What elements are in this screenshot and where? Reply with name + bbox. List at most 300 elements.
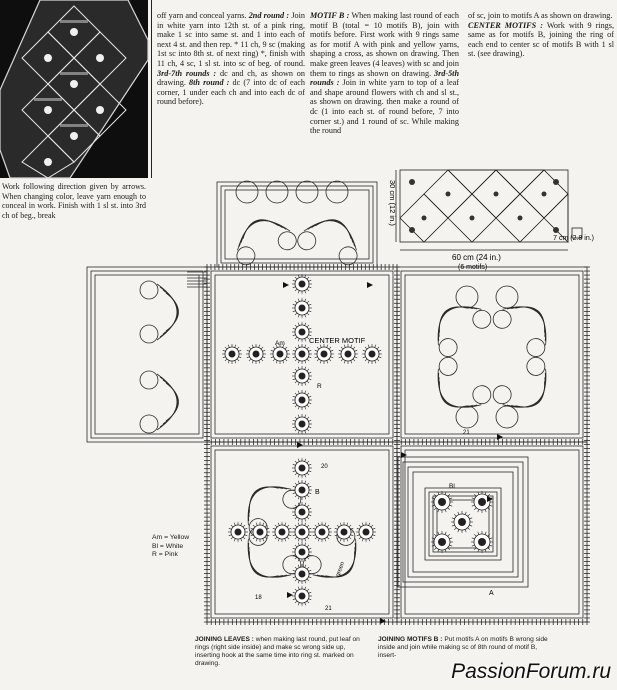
ring-stitch (305, 382, 306, 385)
b-label: B (315, 489, 320, 496)
ring-stitch (489, 538, 492, 539)
ring-stitch (465, 529, 466, 532)
ring-center (253, 351, 260, 358)
motif-frame (91, 271, 203, 438)
ring-stitch (283, 360, 284, 363)
ring-center (299, 509, 306, 516)
loop-path (315, 214, 355, 239)
ring-stitch (465, 512, 466, 515)
ring-center (341, 529, 348, 536)
ring-stitch (378, 357, 381, 358)
ring-stitch (287, 525, 289, 527)
ring-stitch (375, 360, 376, 363)
ring-stitch (295, 405, 297, 407)
ring-stitch (448, 534, 450, 536)
ring-stitch (295, 337, 297, 339)
ring-stitch (434, 508, 436, 510)
ring-stitch (353, 347, 355, 349)
loop-path (430, 377, 473, 417)
height-label: 30 cm (12 in.) (388, 180, 397, 226)
ring-stitch (307, 359, 309, 361)
ring-stitch (438, 532, 439, 535)
ring-stitch (278, 523, 279, 526)
ring-stitch (307, 277, 309, 279)
scallop (234, 244, 257, 267)
square-label: 7 cm (2.8 in.) (553, 235, 594, 242)
loop-path (511, 377, 554, 417)
ring-stitch (298, 338, 299, 341)
ring-stitch (295, 313, 297, 315)
ring-stitch (305, 360, 306, 363)
ring-stitch (307, 537, 309, 539)
ring-stitch (449, 545, 452, 546)
ring-stitch (237, 347, 239, 349)
ring-stitch (308, 515, 311, 516)
ring-stitch (308, 471, 311, 472)
ring-stitch (305, 290, 306, 293)
col1-lower-text (2, 182, 146, 220)
ring-stitch (285, 347, 287, 349)
ring-stitch (293, 548, 296, 549)
caption-joining-leaves (195, 636, 367, 668)
motif-frame (221, 186, 373, 263)
ring-stitch (339, 357, 342, 358)
ring-stitch (307, 567, 309, 569)
ring-stitch (365, 359, 367, 361)
ring-stitch (295, 347, 297, 349)
n20-label: 20 (321, 464, 328, 470)
caption-left-heading: JOINING LEAVES : (195, 636, 254, 643)
ring-stitch (244, 535, 247, 536)
ring-center (277, 351, 284, 358)
ring-stitch (305, 391, 306, 394)
leaf-loops (489, 354, 561, 423)
ring-stitch (307, 505, 309, 507)
ring-stitch (452, 518, 455, 519)
ring-stitch (305, 481, 306, 484)
ring-stitch (298, 415, 299, 418)
ring-stitch (362, 538, 363, 541)
ring-stitch (293, 357, 296, 358)
ring-stitch (295, 301, 297, 303)
direction-arrow (380, 618, 386, 624)
ring-center (299, 465, 306, 472)
col4-text (468, 11, 614, 59)
loop-path (507, 296, 557, 342)
ring-stitch (472, 538, 475, 539)
ring-stitch (369, 538, 370, 541)
n18-label: 18 (255, 595, 262, 601)
ring-stitch (371, 537, 373, 539)
ring-stitch (368, 360, 369, 363)
ring-stitch (308, 311, 311, 312)
loop-path (515, 381, 552, 415)
ring-stitch (308, 350, 311, 351)
ring-stitch (295, 461, 297, 463)
ring-stitch (298, 382, 299, 385)
ring-stitch (308, 592, 311, 593)
ring-stitch (472, 505, 475, 506)
ring-stitch (273, 528, 276, 529)
ring-stitch (262, 350, 265, 351)
ring-stitch (305, 580, 306, 583)
ring-stitch (229, 535, 232, 536)
direction-arrow (283, 282, 289, 288)
ring-stitch (339, 350, 342, 351)
ring-stitch (449, 498, 452, 499)
col2-a: off yarn and conceal yarns. (157, 11, 247, 20)
ring-stitch (365, 347, 367, 349)
ring-stitch (293, 350, 296, 351)
ring-stitch (305, 345, 306, 348)
ring-stitch (478, 509, 479, 512)
ring-stitch (298, 430, 299, 433)
ring-stitch (261, 347, 263, 349)
ring-center (345, 351, 352, 358)
ring-stitch (327, 537, 329, 539)
ring-stitch (313, 535, 316, 536)
ring-stitch (308, 577, 311, 578)
ring-stitch (307, 545, 309, 547)
ring-stitch (308, 357, 311, 358)
ring-stitch (317, 347, 319, 349)
ring-stitch (375, 345, 376, 348)
ring-center (363, 529, 370, 536)
ring-stitch (308, 396, 311, 397)
scallop-bump (496, 406, 518, 428)
ring-stitch (305, 523, 306, 526)
ring-stitch (307, 347, 309, 349)
caption-right-text: Put motifs A on motifs B wrong side inside and join while making sc of 8th round of motif B, insert- (378, 636, 548, 659)
ring-stitch (253, 525, 255, 527)
ring-stitch (293, 515, 296, 516)
ring-stitch (307, 381, 309, 383)
ring-stitch (329, 359, 331, 361)
ring-stitch (253, 537, 255, 539)
ring-stitch (305, 367, 306, 370)
ring-stitch (363, 350, 366, 351)
legend-yellow: Am = Yellow (152, 534, 190, 541)
ring-stitch (293, 328, 296, 329)
ring-stitch (295, 369, 297, 371)
color-legend (152, 534, 189, 560)
ring-stitch (478, 532, 479, 535)
ring-center (299, 421, 306, 428)
ring-stitch (298, 345, 299, 348)
direction-arrow (497, 434, 503, 440)
ring-stitch (243, 537, 245, 539)
ring-stitch (231, 525, 233, 527)
ring-stitch (449, 505, 452, 506)
direction-arrow (287, 592, 293, 598)
ring-stitch (307, 517, 309, 519)
ring-center (321, 351, 328, 358)
ring-stitch (305, 459, 306, 462)
direction-arrow (367, 282, 373, 288)
crochet-chart (187, 172, 607, 642)
leaf-loops (422, 291, 494, 360)
ring-stitch (308, 535, 311, 536)
col2-d: 3rd-7th rounds : (157, 68, 217, 78)
ring-stitch (305, 496, 306, 499)
ring-stitch (308, 464, 311, 465)
ring-stitch (241, 538, 242, 541)
ring-center (299, 351, 306, 358)
ring-stitch (293, 535, 296, 536)
ring-stitch (335, 528, 338, 529)
ring-stitch (372, 528, 375, 529)
scallop (435, 335, 460, 360)
ring-stitch (320, 345, 321, 348)
ring-stitch (298, 459, 299, 462)
scallop-bump (496, 286, 518, 308)
ring-stitch (325, 538, 326, 541)
ring-stitch (298, 360, 299, 363)
center-motifs-heading: CENTER MOTIFS : (468, 20, 543, 30)
ring-stitch (327, 345, 328, 348)
ring-stitch (295, 429, 297, 431)
ring-stitch (313, 528, 316, 529)
ring-stitch (468, 528, 470, 530)
col3-text (310, 11, 459, 136)
width-sub-label: (6 motifs) (458, 264, 488, 271)
ring-stitch (308, 372, 311, 373)
ring-stitch (308, 508, 311, 509)
ring-stitch (308, 420, 311, 421)
scallop-bump (456, 286, 478, 308)
ring-stitch (293, 396, 296, 397)
ring-stitch (286, 350, 289, 351)
ring-center (299, 305, 306, 312)
ring-stitch (223, 357, 226, 358)
ring-stitch (307, 557, 309, 559)
loop-path (507, 373, 557, 419)
ring-stitch (308, 304, 311, 305)
ring-stitch (234, 523, 235, 526)
ring-stitch (298, 299, 299, 302)
ring-stitch (357, 528, 360, 529)
ring-stitch (307, 369, 309, 371)
ring-stitch (307, 461, 309, 463)
ring-stitch (489, 545, 492, 546)
loop-path (428, 373, 478, 419)
ring-stitch (305, 406, 306, 409)
scallop-bump (236, 181, 258, 203)
ring-stitch (295, 545, 297, 547)
ring-stitch (305, 314, 306, 317)
scallop-bump (456, 406, 478, 428)
col3-c: Join in white yarn to top of a leaf and shape around flowers with ch and sl st., as shown on drawing. then make a round of dc (1 into each st. of round before, 7 into corner st.) and 1 round of sc. While making the round (310, 78, 459, 136)
ring-stitch (293, 379, 296, 380)
ring-stitch (308, 328, 311, 329)
ring-stitch (293, 287, 296, 288)
ring-stitch (315, 537, 317, 539)
motif-b-heading: MOTIF B : (310, 11, 350, 20)
loop-path (241, 479, 278, 513)
ring-stitch (244, 528, 247, 529)
ring-stitch (330, 357, 333, 358)
ring-stitch (359, 525, 361, 527)
ring-stitch (252, 360, 253, 363)
am-label: Am (275, 340, 285, 347)
scallop (435, 354, 460, 379)
loop-path (431, 381, 468, 415)
ring-stitch (340, 538, 341, 541)
ring-stitch (305, 323, 306, 326)
column-divider (151, 0, 152, 178)
ring-stitch (298, 323, 299, 326)
ring-stitch (273, 535, 276, 536)
leaf-loops (489, 291, 561, 360)
ring-stitch (293, 280, 296, 281)
ring-stitch (295, 289, 297, 291)
ring-stitch (288, 528, 291, 529)
ring-stitch (305, 338, 306, 341)
ring-center (229, 351, 236, 358)
scallop-bump (296, 181, 318, 203)
ring-stitch (295, 473, 297, 475)
ring-stitch (329, 347, 331, 349)
ring-stitch (293, 464, 296, 465)
ring-stitch (237, 359, 239, 361)
ring-stitch (315, 525, 317, 527)
loop-path (241, 551, 278, 585)
legend-pink: R = Pink (152, 551, 178, 559)
ring-stitch (295, 417, 297, 419)
ring-stitch (295, 567, 297, 569)
ring-stitch (298, 474, 299, 477)
ring-stitch (305, 565, 306, 568)
col3-b: 3rd-5th rounds : (310, 68, 459, 88)
ring-stitch (293, 403, 296, 404)
ring-stitch (261, 359, 263, 361)
ring-stitch (347, 538, 348, 541)
ring-stitch (330, 350, 333, 351)
ring-stitch (357, 535, 360, 536)
r-label: R (317, 383, 322, 390)
ring-stitch (454, 514, 456, 516)
ring-stitch (351, 345, 352, 348)
ring-stitch (337, 525, 339, 527)
ring-stitch (305, 587, 306, 590)
ring-stitch (298, 367, 299, 370)
col4-paragraph-a: of sc, join to motifs A as shown on drawing. (468, 11, 613, 20)
ring-stitch (286, 357, 289, 358)
ring-stitch (293, 528, 296, 529)
scallop (523, 354, 548, 379)
ring-stitch (468, 514, 470, 516)
ring-stitch (328, 535, 331, 536)
ring-stitch (298, 580, 299, 583)
ring-stitch (295, 589, 297, 591)
ring-stitch (349, 525, 351, 527)
ring-stitch (293, 420, 296, 421)
ring-stitch (489, 505, 492, 506)
ring-stitch (225, 359, 227, 361)
ring-stitch (305, 543, 306, 546)
ring-stitch (256, 523, 257, 526)
scallop (295, 229, 318, 252)
ring-stitch (298, 543, 299, 546)
ring-stitch (298, 538, 299, 541)
ring-stitch (293, 372, 296, 373)
ring-center (299, 373, 306, 380)
scallop (489, 382, 514, 407)
ring-center (319, 529, 326, 536)
scallop (337, 244, 360, 267)
ring-stitch (293, 335, 296, 336)
col3-a: When making last round of each motif B (total = 10 motifs B), join with motifs before. First work with 9 rings same as for motif A with pink and yellow yarns, shaping a cross, as shown on drawing. Then make green leaves (4 leaves) with sc and join them to rings as shown on drawing. (310, 11, 459, 78)
ring-stitch (318, 538, 319, 541)
scallop-bump (326, 181, 348, 203)
ring-stitch (293, 304, 296, 305)
col2-b: 2nd round : (248, 11, 290, 20)
ring-stitch (448, 508, 450, 510)
ring-stitch (249, 359, 251, 361)
width-label: 60 cm (24 in.) (452, 253, 501, 262)
ring-stitch (293, 486, 296, 487)
ring-stitch (305, 602, 306, 605)
ring-stitch (231, 537, 233, 539)
green-label: green (335, 561, 347, 578)
ring-stitch (298, 565, 299, 568)
ring-stitch (320, 360, 321, 363)
ring-stitch (318, 523, 319, 526)
ring-center (299, 329, 306, 336)
ring-stitch (438, 509, 439, 512)
motif-frame (225, 190, 369, 259)
ring-stitch (308, 403, 311, 404)
ring-stitch (223, 350, 226, 351)
loop-path (239, 214, 279, 239)
loop-path (428, 296, 478, 342)
ring-stitch (285, 523, 286, 526)
leaf-loops (140, 281, 179, 343)
ring-stitch (295, 393, 297, 395)
ring-stitch (449, 538, 452, 539)
ring-stitch (305, 503, 306, 506)
ring-stitch (229, 528, 232, 529)
col2-text (157, 11, 305, 107)
ring-stitch (298, 406, 299, 409)
loop-path (238, 476, 288, 522)
ring-stitch (474, 534, 476, 536)
col2-g: dc (7 into dc of each corner, 1 under each ch and into each dc of round before). (157, 78, 305, 107)
ring-stitch (278, 538, 279, 541)
ring-stitch (445, 532, 446, 535)
ring-stitch (341, 347, 343, 349)
motif-frame (397, 267, 587, 442)
ring-stitch (305, 299, 306, 302)
col1-lower-paragraph: Work following direction given by arrows. When changing color, leave yarn enough to conceal in work. Finish with 1 sl st. into 3rd ch of beg., break (2, 182, 146, 220)
ring-center (299, 571, 306, 578)
ring-stitch (308, 548, 311, 549)
ring-stitch (259, 360, 260, 363)
ring-stitch (305, 474, 306, 477)
ring-stitch (362, 523, 363, 526)
caption-right-heading: JOINING MOTIFS B : (378, 636, 443, 643)
ring-stitch (327, 525, 329, 527)
ring-stitch (228, 345, 229, 348)
ring-stitch (307, 601, 309, 603)
ring-stitch (458, 529, 459, 532)
ring-stitch (235, 345, 236, 348)
ring-stitch (351, 360, 352, 363)
ring-stitch (307, 301, 309, 303)
ring-stitch (307, 325, 309, 327)
ring-stitch (327, 360, 328, 363)
ring-stitch (308, 493, 311, 494)
